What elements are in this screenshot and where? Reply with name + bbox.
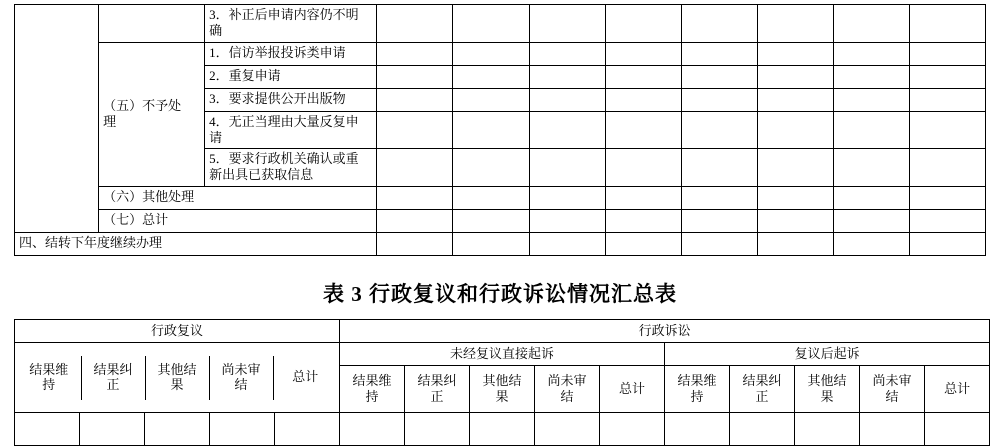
- item-line: 4．无正当理由大量反复申: [209, 113, 359, 129]
- data-cell[interactable]: [909, 42, 985, 65]
- data-cell[interactable]: [529, 42, 605, 65]
- column-header-line: 正: [106, 376, 120, 392]
- column-header-line: 结果维: [29, 361, 69, 377]
- data-cell[interactable]: [377, 186, 453, 209]
- data-cell[interactable]: [757, 88, 833, 111]
- column-header-line: 结果纠: [417, 373, 457, 389]
- category-cell: （七）总计: [99, 209, 377, 232]
- data-cell[interactable]: [681, 42, 757, 65]
- column-header-line: 其他结: [157, 361, 197, 377]
- data-cell[interactable]: [453, 232, 529, 255]
- data-cell[interactable]: [453, 186, 529, 209]
- column-header-line: 果: [820, 389, 834, 404]
- data-cell[interactable]: [605, 65, 681, 88]
- review-litigation-summary-table: [14, 319, 990, 446]
- table-row: [15, 232, 986, 255]
- item-cell: 1．信访举报投诉类申请: [205, 42, 377, 65]
- data-cell[interactable]: [925, 413, 990, 446]
- data-cell[interactable]: [377, 42, 453, 65]
- subgroup-header-blank: [15, 343, 340, 413]
- column-header-line: 正: [755, 389, 769, 404]
- item-line: 3．补正后申请内容仍不明: [209, 7, 359, 22]
- column-header-line: 其他结: [807, 373, 847, 389]
- column-header-cell: [405, 366, 470, 413]
- data-cell[interactable]: [833, 88, 909, 111]
- data-cell[interactable]: [909, 209, 985, 232]
- page-title: 表 3 行政复议和行政诉讼情况汇总表: [323, 282, 677, 306]
- data-cell[interactable]: [757, 149, 833, 187]
- table-row: [15, 413, 990, 446]
- data-cell[interactable]: [681, 65, 757, 88]
- data-cell[interactable]: [605, 149, 681, 187]
- column-header-line: 结果维: [677, 373, 717, 389]
- column-header-line: 总计: [292, 369, 319, 385]
- data-cell[interactable]: [145, 413, 210, 446]
- data-cell[interactable]: [681, 209, 757, 232]
- column-header-cell: [209, 356, 273, 400]
- data-cell[interactable]: [600, 413, 665, 446]
- data-cell[interactable]: [453, 149, 529, 187]
- data-cell[interactable]: [377, 65, 453, 88]
- column-header-line: 总计: [619, 381, 646, 397]
- data-cell[interactable]: [833, 5, 909, 43]
- data-cell[interactable]: [757, 42, 833, 65]
- table-row: [15, 5, 986, 43]
- data-cell[interactable]: [757, 65, 833, 88]
- data-cell[interactable]: [681, 5, 757, 43]
- column-header-cell: [535, 366, 600, 413]
- table-row: [15, 209, 986, 232]
- data-cell[interactable]: [377, 88, 453, 111]
- data-cell[interactable]: [405, 413, 470, 446]
- left-spacer-cell: [15, 5, 99, 233]
- group-header-administrative-litigation: 行政诉讼: [340, 320, 990, 343]
- category-line: （五）不予处: [103, 97, 182, 113]
- column-header-line: 正: [430, 389, 444, 404]
- data-cell[interactable]: [529, 65, 605, 88]
- category-cell-empty: [99, 5, 205, 43]
- column-header-line: 尚未审: [872, 373, 912, 389]
- column-header-cell: [17, 356, 81, 400]
- data-cell[interactable]: [681, 232, 757, 255]
- data-cell[interactable]: [605, 111, 681, 149]
- data-cell[interactable]: [757, 232, 833, 255]
- column-header-line: 果: [495, 389, 509, 404]
- data-cell[interactable]: [757, 186, 833, 209]
- subgroup-header-direct-litigation: 未经复议直接起诉: [340, 343, 665, 366]
- column-header-line: 结果维: [352, 373, 392, 389]
- table-header-subgroup-row: [15, 343, 990, 366]
- data-cell[interactable]: [529, 111, 605, 149]
- column-header-cell: [600, 366, 665, 413]
- data-cell[interactable]: [730, 413, 795, 446]
- data-cell[interactable]: [909, 88, 985, 111]
- column-header-cell: [273, 356, 337, 400]
- data-cell[interactable]: [15, 413, 80, 446]
- data-cell[interactable]: [340, 413, 405, 446]
- data-cell[interactable]: [529, 209, 605, 232]
- column-header-cell: [665, 366, 730, 413]
- data-cell[interactable]: [453, 65, 529, 88]
- data-cell[interactable]: [833, 209, 909, 232]
- data-cell[interactable]: [909, 186, 985, 209]
- item-line: 请: [209, 129, 223, 145]
- data-cell[interactable]: [909, 111, 985, 149]
- column-header-cell: [860, 366, 925, 413]
- column-header-cell: [340, 366, 405, 413]
- column-header-line: 持: [690, 389, 704, 404]
- statistics-table-continued: [14, 4, 986, 256]
- data-cell[interactable]: [529, 232, 605, 255]
- section-label-cell: 四、结转下年度继续办理: [15, 232, 377, 255]
- data-cell[interactable]: [909, 149, 985, 187]
- column-header-line: 尚未审: [547, 373, 587, 389]
- item-cell: 3．要求提供公开出版物: [205, 88, 377, 111]
- data-cell[interactable]: [757, 111, 833, 149]
- data-cell[interactable]: [757, 209, 833, 232]
- data-cell[interactable]: [665, 413, 730, 446]
- item-cell: 2．重复申请: [205, 65, 377, 88]
- data-cell[interactable]: [833, 111, 909, 149]
- data-cell[interactable]: [833, 65, 909, 88]
- data-cell[interactable]: [757, 5, 833, 43]
- data-cell[interactable]: [377, 149, 453, 187]
- data-cell[interactable]: [529, 186, 605, 209]
- data-cell[interactable]: [529, 88, 605, 111]
- column-header-line: 结果纠: [93, 361, 133, 377]
- column-header-line: 持: [365, 389, 379, 404]
- column-header-line: 结果纠: [742, 373, 782, 389]
- table-header-group-row: [15, 320, 990, 343]
- item-line: 确: [209, 23, 223, 39]
- data-cell[interactable]: [681, 186, 757, 209]
- column-header-cell: [730, 366, 795, 413]
- data-cell[interactable]: [605, 186, 681, 209]
- category-cell: [99, 42, 205, 186]
- data-cell[interactable]: [909, 65, 985, 88]
- category-line: 理: [103, 114, 117, 129]
- item-line: 5．要求行政机关确认或重: [209, 151, 359, 166]
- column-header-cell: [145, 356, 209, 400]
- group-header-administrative-review: 行政复议: [15, 320, 340, 343]
- data-cell[interactable]: [80, 413, 145, 446]
- column-header-line: 结: [234, 376, 248, 392]
- data-cell[interactable]: [275, 413, 340, 446]
- column-header-line: 持: [42, 376, 56, 392]
- item-cell: [205, 5, 377, 43]
- data-cell[interactable]: [453, 42, 529, 65]
- data-cell[interactable]: [681, 111, 757, 149]
- item-cell: [205, 111, 377, 149]
- column-header-cell: [470, 366, 535, 413]
- data-cell[interactable]: [860, 413, 925, 446]
- item-cell: [205, 149, 377, 187]
- data-cell[interactable]: [833, 232, 909, 255]
- data-cell[interactable]: [909, 232, 985, 255]
- column-header-line: 结: [560, 389, 574, 404]
- data-cell[interactable]: [681, 149, 757, 187]
- data-cell[interactable]: [535, 413, 600, 446]
- column-header-line: 其他结: [482, 373, 522, 389]
- data-cell[interactable]: [605, 42, 681, 65]
- data-cell[interactable]: [529, 149, 605, 187]
- data-cell[interactable]: [377, 111, 453, 149]
- data-cell[interactable]: [377, 209, 453, 232]
- data-cell[interactable]: [605, 209, 681, 232]
- item-line: 新出具已获取信息: [209, 167, 314, 183]
- data-cell[interactable]: [453, 111, 529, 149]
- data-cell[interactable]: [795, 413, 860, 446]
- data-cell[interactable]: [833, 42, 909, 65]
- data-cell[interactable]: [909, 5, 985, 43]
- data-cell[interactable]: [605, 232, 681, 255]
- subgroup-header-after-review-litigation: 复议后起诉: [665, 343, 990, 366]
- data-cell[interactable]: [605, 88, 681, 111]
- column-header-cell: [81, 356, 145, 400]
- column-header-line: 结: [885, 389, 899, 404]
- data-cell[interactable]: [470, 413, 535, 446]
- data-cell[interactable]: [210, 413, 275, 446]
- data-cell[interactable]: [453, 88, 529, 111]
- data-cell[interactable]: [377, 5, 453, 43]
- data-cell[interactable]: [833, 186, 909, 209]
- column-header-cell: [925, 366, 990, 413]
- data-cell[interactable]: [453, 5, 529, 43]
- column-header-cell: [795, 366, 860, 413]
- column-header-line: 总计: [944, 381, 971, 397]
- data-cell[interactable]: [529, 5, 605, 43]
- data-cell[interactable]: [681, 88, 757, 111]
- data-cell[interactable]: [833, 149, 909, 187]
- category-cell: （六）其他处理: [99, 186, 377, 209]
- data-cell[interactable]: [453, 209, 529, 232]
- data-cell[interactable]: [605, 5, 681, 43]
- data-cell[interactable]: [377, 232, 453, 255]
- table-row: [15, 186, 986, 209]
- column-header-line: 尚未审: [221, 361, 261, 377]
- column-header-line: 果: [170, 376, 184, 392]
- table-row: [15, 42, 986, 65]
